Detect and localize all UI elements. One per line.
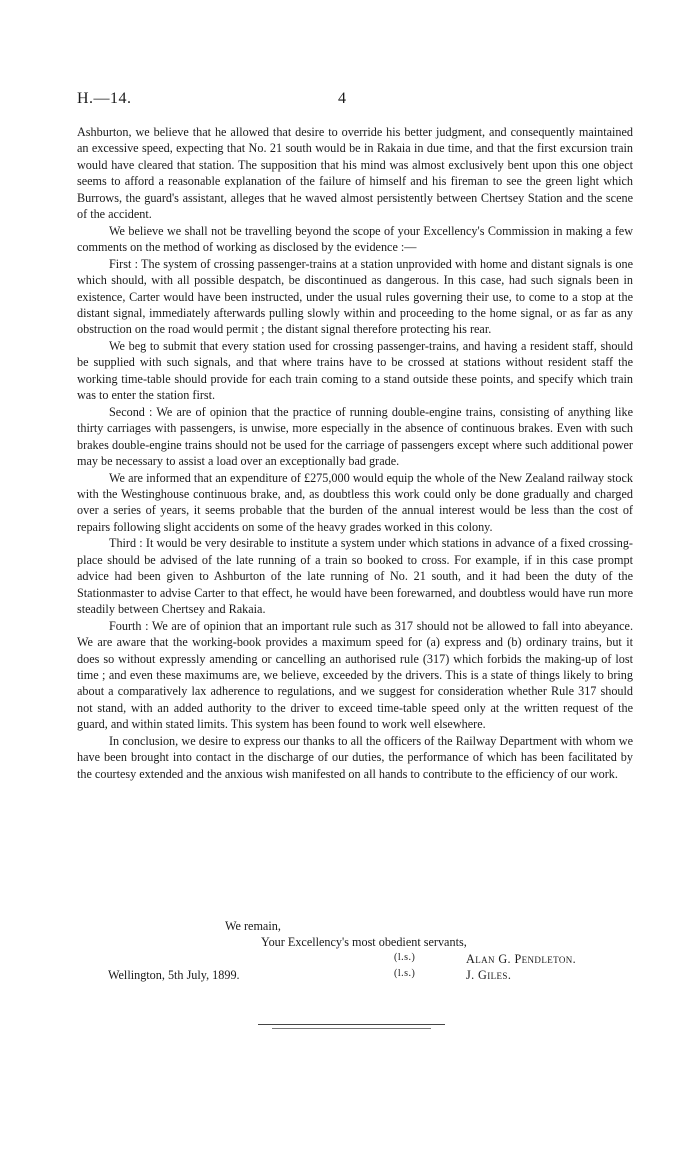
paragraph-westinghouse-brake: We are informed that an expenditure of £275,000 would equip the whole of the New Zealand railway stock with the Westinghouse continuous brake, and, as doubtless this work could only be done gradually and charged over a series of years, it seems probable that the burden of the annual interest would be less than the cost of repairs following slight accidents on some of the heavy grades worked in this colony. bbox=[77, 470, 633, 534]
closing-servants: Your Excellency's most obedient servants, bbox=[261, 935, 467, 949]
page-number: 4 bbox=[338, 90, 346, 107]
document-reference: H.—14. bbox=[77, 90, 132, 107]
paragraph-second-double-engine: Second : We are of opinion that the practice of running double-engine trains, consisting of anything like thirty carriages with passengers, is unwise, more especially in the absence of continuous brakes. Even with such brakes double-engine trains should not be used for the carriage of passengers except where such additional power may be necessary to assist a load over an exceptionally bad grade. bbox=[77, 404, 633, 469]
divider-line bbox=[258, 1024, 445, 1025]
paragraph-ashburton: Ashburton, we believe that he allowed that desire to override his better judgment, and consequently maintained an excessive speed, expecting that No. 21 south would be in Rakaia in due time, and that the first excursion train would have cleared that station. The supposition that his mind was almost exclusively bent upon this one object seems to afford a reasonable explanation of the failure of himself and his fireman to see the green light which Burrows, the guard's assistant, alleges that he waved almost persistently between Chertsey Station and the scene of the accident. bbox=[77, 125, 633, 222]
place-and-date: Wellington, 5th July, 1899. bbox=[108, 968, 240, 982]
paragraph-conclusion: In conclusion, we desire to express our thanks to all the officers of the Railway Department with whom we have been brought into contact in the discharge of our duties, the performance of which has been facilitated by the courtesy extended and the anxious wish manifested on all hands to contribute to the efficiency of our work. bbox=[77, 733, 633, 781]
signature-row bbox=[0, 968, 700, 986]
end-rule-divider bbox=[258, 1024, 445, 1029]
paragraph-resident-staff: We beg to submit that every station used for crossing passenger-trains, and having a resident staff, should be supplied with such signals, and that where trains have to be crossed at stations without resident staff the working time-table should provide for each train coming to a stand outside these points, and specify which train was to enter the station first. bbox=[77, 338, 633, 403]
paragraph-first-signals: First : The system of crossing passenger-trains at a station unprovided with home and distant signals is one which should, with all possible despatch, be discontinued as dangerous. In this case, had such signals been in existence, Carter would have been instructed, under the usual rules governing their use, to come to a stop at the distant signal, immediately afterwards pulling slowly within and proceeding to the home signal, or as far as any obstruction on the road would permit ; the distant signal therefore protecting his rear. bbox=[77, 256, 633, 337]
paragraph-scope: We believe we shall not be travelling beyond the scope of your Excellency's Commission in making a few comments on the method of working as disclosed by the evidence :— bbox=[77, 223, 633, 255]
divider-line bbox=[272, 1028, 431, 1029]
signatory-name: J. Giles. bbox=[466, 968, 512, 982]
paragraph-fourth-rule-317: Fourth : We are of opinion that an important rule such as 317 should not be allowed to fall into abeyance. We are aware that the working-book provides a maximum speed for (a) express and (b) ordinary trains, but it does so without expressly amending or cancelling an authorised rule (317) which forbids the making-up of lost time ; and even these maximums are, we believe, exceeded by the drivers. This is a state of things likely to bring about a comparatively lax adherence to regulations, and we suggest for consideration whether Rule 317 should not stand, with an added authority to the driver to exceed time-table speed only at the written request of the guard, and within stated limits. This system has been found to work well elsewhere. bbox=[77, 618, 633, 732]
seal-mark: (l.s.) bbox=[394, 952, 416, 963]
signatory-name: Alan G. Pendleton. bbox=[466, 952, 577, 966]
seal-mark: (l.s.) bbox=[394, 968, 416, 979]
closing-we-remain: We remain, bbox=[225, 919, 281, 933]
paragraph-third-advance-notice: Third : It would be very desirable to institute a system under which stations in advance of a fixed crossing-place should be advised of the late running of a train so booked to cross. For example, if in this case prompt advice had been given to Ashburton of the late running of No. 21 south, and it had been the duty of the Stationmaster to advise Carter to that effect, he would have been forewarned, and doubtless would have run more steadily between Chertsey and Rakaia. bbox=[77, 536, 633, 617]
report-body bbox=[77, 124, 633, 782]
